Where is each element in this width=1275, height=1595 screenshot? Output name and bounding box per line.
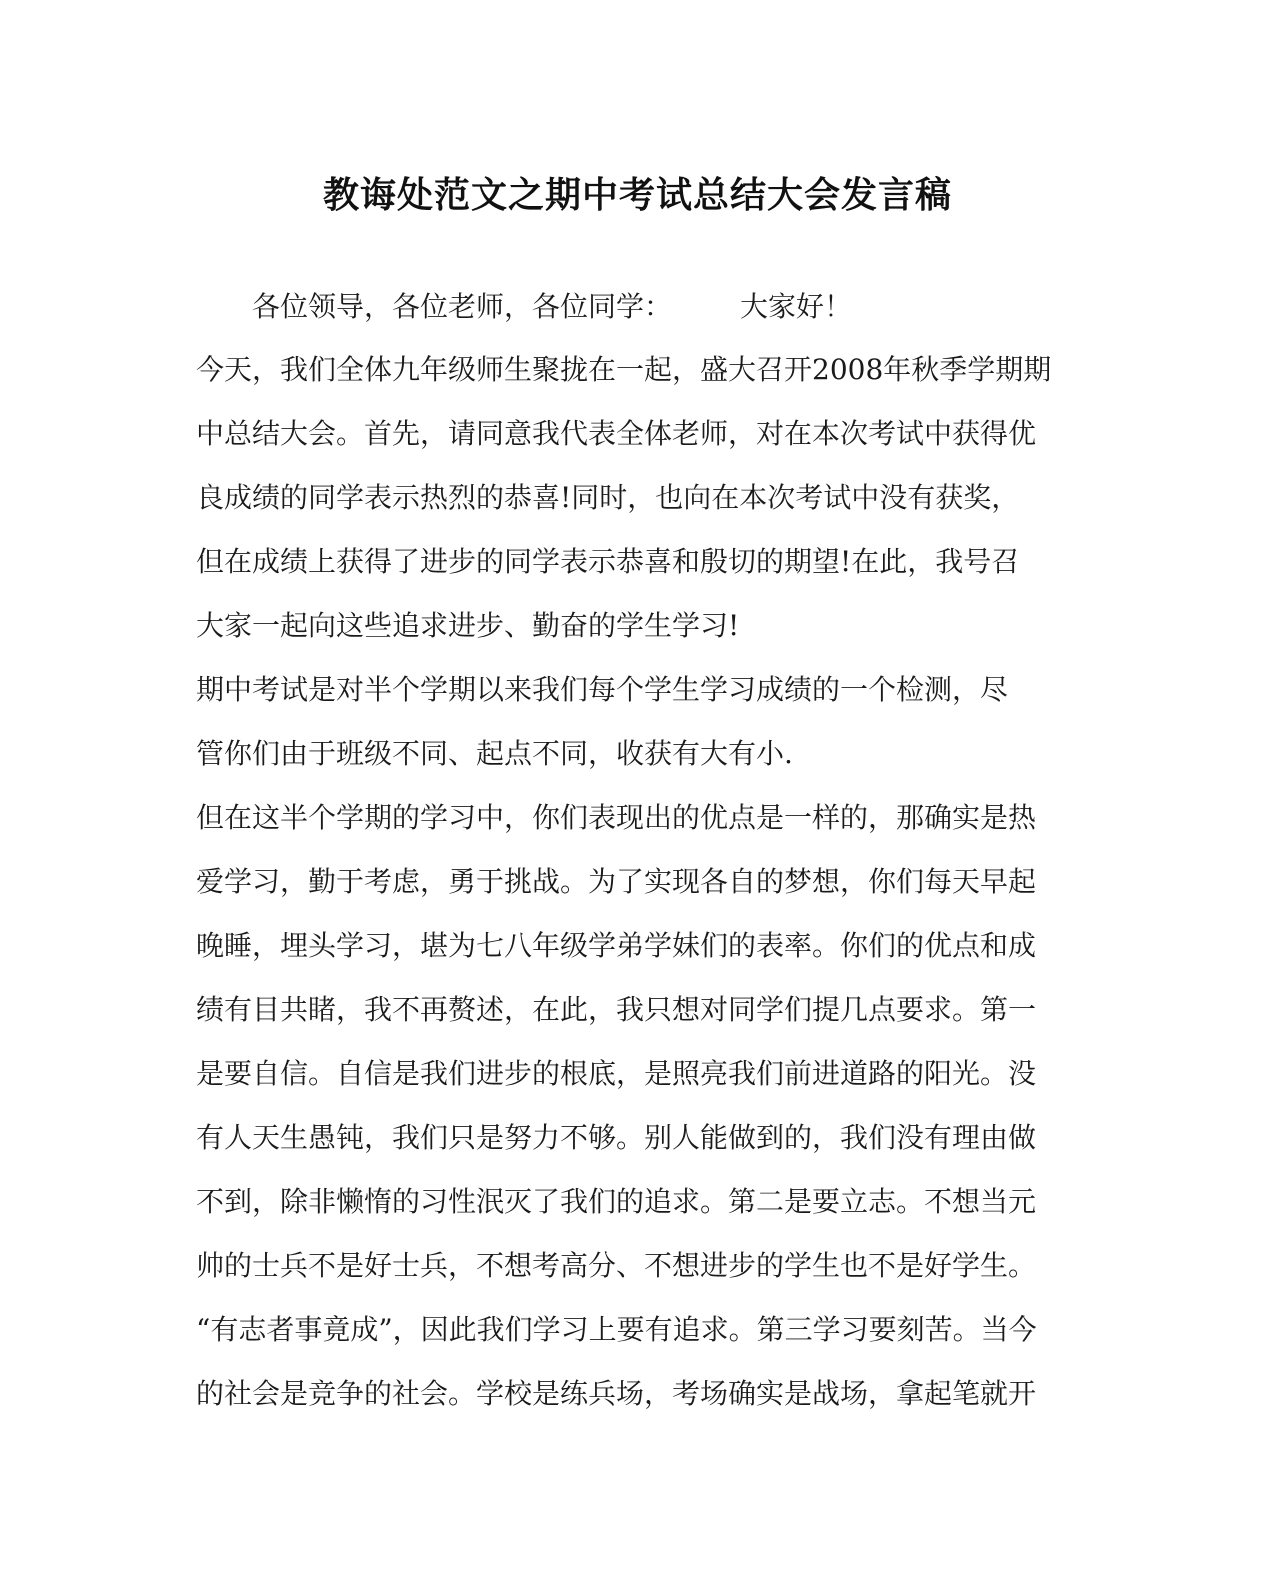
body-line: 帅的士兵不是好士兵，不想考高分、不想进步的学生也不是好学生。	[196, 1249, 1037, 1282]
body-line: 爱学习，勤于考虑，勇于挑战。为了实现各自的梦想，你们每天早起	[196, 865, 1037, 898]
body-line: 是要自信。自信是我们进步的根底，是照亮我们前进道路的阳光。没	[196, 1057, 1037, 1090]
greeting-salutation: 各位领导，各位老师，各位同学：	[252, 290, 673, 323]
body-line: “有志者事竟成”，因此我们学习上要有追求。第三学习要刻苦。当今	[196, 1313, 1037, 1346]
body-line: 但在成绩上获得了进步的同学表示恭喜和殷切的期望!在此，我号召	[196, 545, 1020, 578]
body-line: 不到，除非懒惰的习性泯灭了我们的追求。第二是要立志。不想当元	[196, 1185, 1037, 1218]
greeting-hello: 大家好！	[740, 290, 853, 323]
body-line: 期中考试是对半个学期以来我们每个学生学习成绩的一个检测，尽	[196, 673, 1009, 706]
body-line: 良成绩的同学表示热烈的恭喜!同时，也向在本次考试中没有获奖，	[196, 481, 1020, 514]
body-line: 但在这半个学期的学习中，你们表现出的优点是一样的，那确实是热	[196, 801, 1037, 834]
body-line: 绩有目共睹，我不再赘述，在此，我只想对同学们提几点要求。第一	[196, 993, 1037, 1026]
body-line: 今天，我们全体九年级师生聚拢在一起，盛大召开2008年秋季学期期	[196, 353, 1052, 386]
body-line: 的社会是竞争的社会。学校是练兵场，考场确实是战场，拿起笔就开	[196, 1377, 1037, 1410]
body-line: 大家一起向这些追求进步、勤奋的学生学习!	[196, 609, 740, 642]
body-line: 有人天生愚钝，我们只是努力不够。别人能做到的，我们没有理由做	[196, 1121, 1037, 1154]
body-line: 管你们由于班级不同、起点不同，收获有大有小.	[196, 737, 793, 770]
document-title: 教诲处范文之期中考试总结大会发言稿	[322, 174, 952, 216]
body-line: 晚睡，埋头学习，堪为七八年级学弟学妹们的表率。你们的优点和成	[196, 929, 1037, 962]
body-line: 中总结大会。首先，请同意我代表全体老师，对在本次考试中获得优	[196, 417, 1037, 450]
